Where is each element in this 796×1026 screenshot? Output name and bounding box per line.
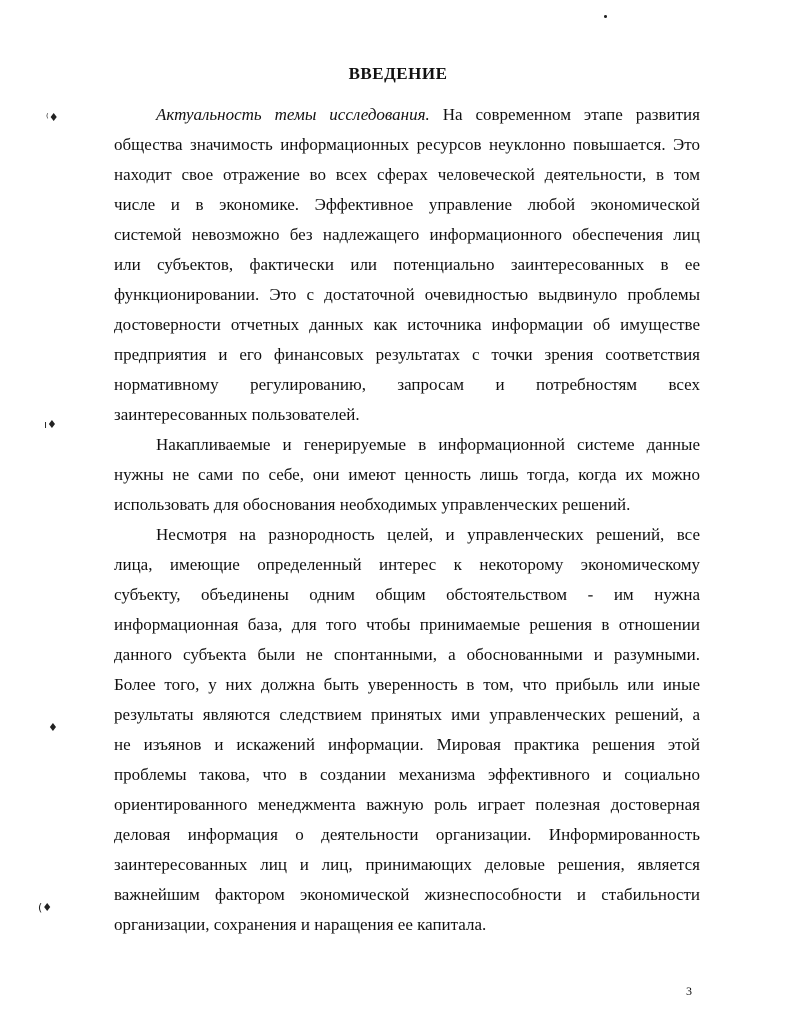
text-line: информационная база, для того чтобы принимаемые решения в отношении [114, 615, 700, 634]
text-line: ориентированного менеджмента важную роль играет полезная достоверная [114, 795, 700, 814]
text-line: заинтересованных пользователей. [114, 405, 360, 424]
binding-hole-mark: ⁽♦ [46, 111, 59, 124]
text-line: деловая информация о деятельности организации. Информированность [114, 825, 700, 844]
text-line: системой невозможно без надлежащего информационного обеспечения лиц [114, 225, 700, 244]
scan-speck [604, 15, 607, 18]
text-line: субъекту, объединены одним общим обстоятельством - им нужна [114, 585, 700, 604]
binding-hole-mark: (♦ [38, 901, 53, 914]
text-line: лица, имеющие определенный интерес к некоторому экономическому [114, 555, 700, 574]
text-line: результаты являются следствием принятых ими управленческих решений, а [114, 705, 700, 724]
text-line: числе и в экономике. Эффективное управление любой экономической [114, 195, 700, 214]
text-line: Накапливаемые и генерируемые в информационной системе данные [156, 435, 700, 454]
text-line: достоверности отчетных данных как источника информации об имуществе [114, 315, 700, 334]
text-line: Более того, у них должна быть уверенность в том, что прибыль или иные [114, 675, 700, 694]
text-line: предприятия и его финансовых результатах с точки зрения соответствия [114, 345, 700, 364]
text-line: или субъектов, фактически или потенциально заинтересованных в ее [114, 255, 700, 274]
text-line: использовать для обоснования необходимых управленческих решений. [114, 495, 631, 514]
text-line: заинтересованных лиц и лиц, принимающих деловые решения, является [114, 855, 700, 874]
text-line: функционировании. Это с достаточной очевидностью выдвинуло проблемы [114, 285, 700, 304]
text-line: нужны не сами по себе, они имеют ценность лишь тогда, когда их можно [114, 465, 700, 484]
text-line: важнейшим фактором экономической жизнеспособности и стабильности [114, 885, 700, 904]
text-line: находит свое отражение во всех сферах человеческой деятельности, в том [114, 165, 700, 184]
text-line: организации, сохранения и наращения ее капитала. [114, 915, 487, 934]
paragraph-relevance [114, 100, 700, 430]
text-line: данного субъекта были не спонтанными, а обоснованными и разумными. [114, 645, 700, 664]
paragraph-data [114, 430, 700, 520]
section-title: ВВЕДЕНИЕ [348, 64, 448, 83]
text-line: Несмотря на разнородность целей, и управленческих решений, все [156, 525, 700, 544]
text-line: общества значимость информационных ресурсов неуклонно повышается. Это [114, 135, 700, 154]
body-text [114, 100, 700, 940]
lead-italic: Актуальность темы исследования. [156, 105, 430, 124]
text-line: нормативному регулированию, запросам и потребностям всех [114, 375, 700, 394]
binding-hole-mark: ♦ [48, 721, 58, 734]
page-number: 3 [686, 984, 692, 998]
binding-hole-mark: ı♦ [44, 418, 57, 431]
text-line: Актуальность темы исследования. На современном этапе развития [156, 105, 700, 124]
text-line: не изъянов и искажений информации. Мировая практика решения этой [114, 735, 700, 754]
paragraph-decisions [114, 520, 700, 940]
text-line: проблемы такова, что в создании механизма эффективного и социально [114, 765, 700, 784]
